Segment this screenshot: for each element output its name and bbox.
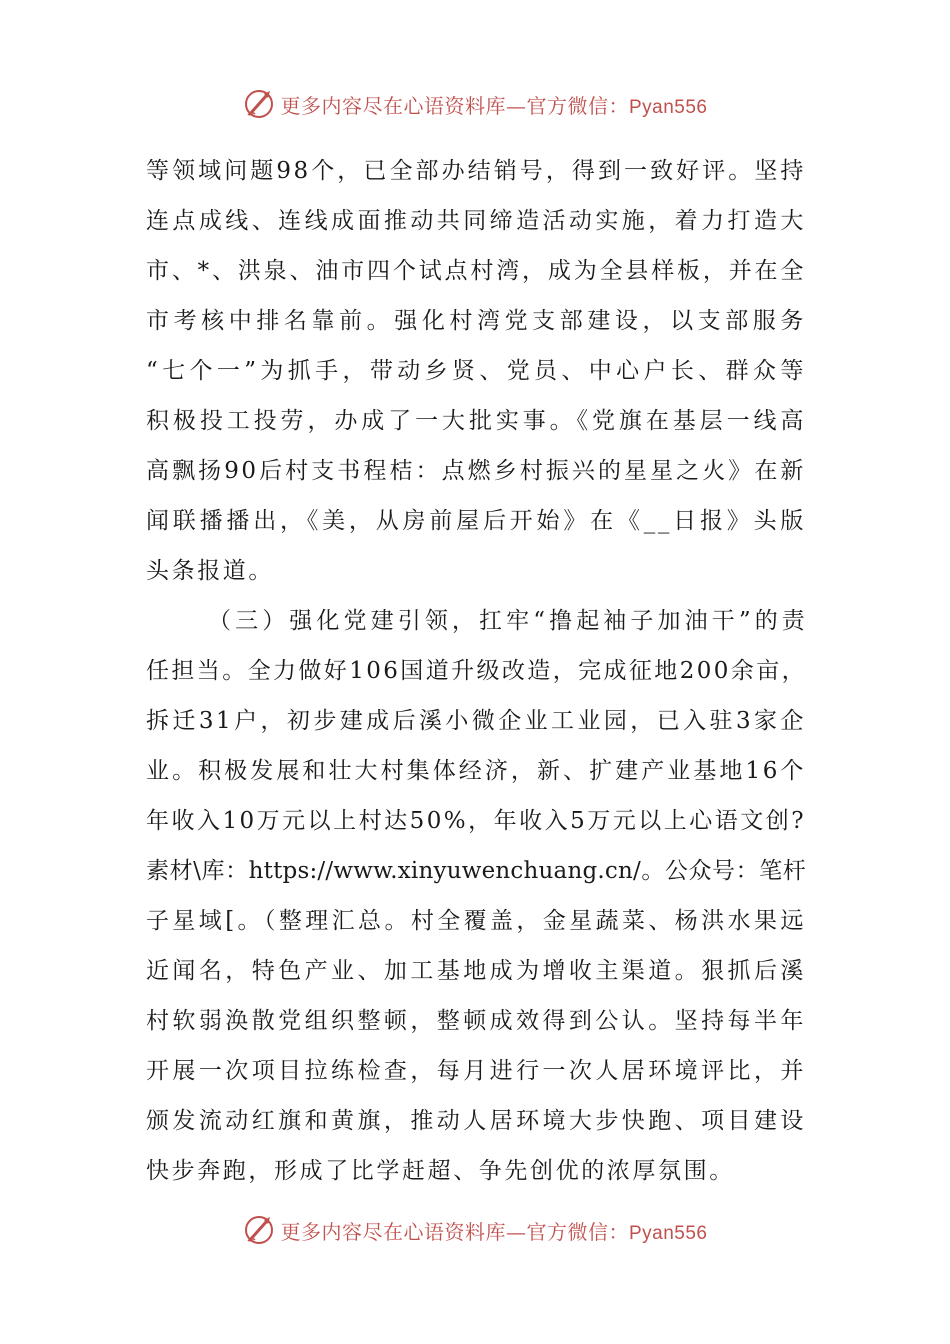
text-line: 市、*、洪泉、油市四个试点村湾，成为全县样板，并在全 [146, 258, 806, 284]
text-line: 村软弱涣散党组织整顿，整顿成效得到公认。坚持每半年 [146, 1008, 806, 1034]
text-line: 积极投工投劳，办成了一大批实事。《党旗在基层一线高 [146, 408, 806, 434]
text-line: 子星域[。（整理汇总。村全覆盖，金星蔬菜、杨洪水果远 [146, 908, 806, 934]
paragraph-2 [146, 596, 806, 1196]
text-line: 快步奔跑，形成了比学赶超、争先创优的浓厚氛围。 [146, 1158, 735, 1184]
header-watermark [0, 84, 950, 124]
text-line: 拆迁31户，初步建成后溪小微企业工业园，已入驻3家企 [146, 708, 806, 734]
text-line: 头条报道。 [146, 558, 274, 584]
pen-logo-icon [242, 87, 276, 121]
pen-logo-icon [242, 1213, 276, 1247]
text-line: 开展一次项目拉练检查，每月进行一次人居环境评比，并 [146, 1058, 806, 1084]
text-line: “七个一”为抓手，带动乡贤、党员、中心户长、群众等 [146, 358, 806, 384]
watermark-text: 更多内容尽在心语资料库—官方微信： [280, 1219, 629, 1244]
footer-watermark [0, 1210, 950, 1250]
text-line: 素材\库：https://www.xinyuwenchuang.cn/。公众号：笔杆 [146, 858, 806, 884]
text-line: 高飘扬90后村支书程桔：点燃乡村振兴的星星之火》在新 [146, 458, 806, 484]
text-line: 任担当。全力做好106国道升级改造，完成征地200余亩， [146, 658, 807, 684]
text-line: （三）强化党建引领，扛牢“撸起袖子加油干”的责 [208, 608, 806, 634]
document-body [146, 146, 806, 1196]
text-line: 近闻名，特色产业、加工基地成为增收主渠道。狠抓后溪 [146, 958, 806, 984]
watermark-text: 更多内容尽在心语资料库—官方微信： [280, 93, 629, 118]
watermark-wechat-id: Pyan556 [628, 96, 708, 118]
text-line: 连点成线、连线成面推动共同缔造活动实施，着力打造大 [146, 208, 806, 234]
watermark-wechat-id: Pyan556 [628, 1222, 708, 1244]
text-line: 年收入10万元以上村达50%，年收入5万元以上心语文创? [146, 808, 806, 834]
text-line: 等领域问题98个，已全部办结销号，得到一致好评。坚持 [146, 158, 806, 184]
text-line: 市考核中排名靠前。强化村湾党支部建设，以支部服务 [146, 308, 806, 334]
text-line: 闻联播播出，《美，从房前屋后开始》在《__日报》头版 [146, 508, 806, 534]
paragraph-1 [146, 146, 806, 596]
text-line: 颁发流动红旗和黄旗，推动人居环境大步快跑、项目建设 [146, 1108, 806, 1134]
text-line: 业。积极发展和壮大村集体经济，新、扩建产业基地16个 [146, 758, 806, 784]
